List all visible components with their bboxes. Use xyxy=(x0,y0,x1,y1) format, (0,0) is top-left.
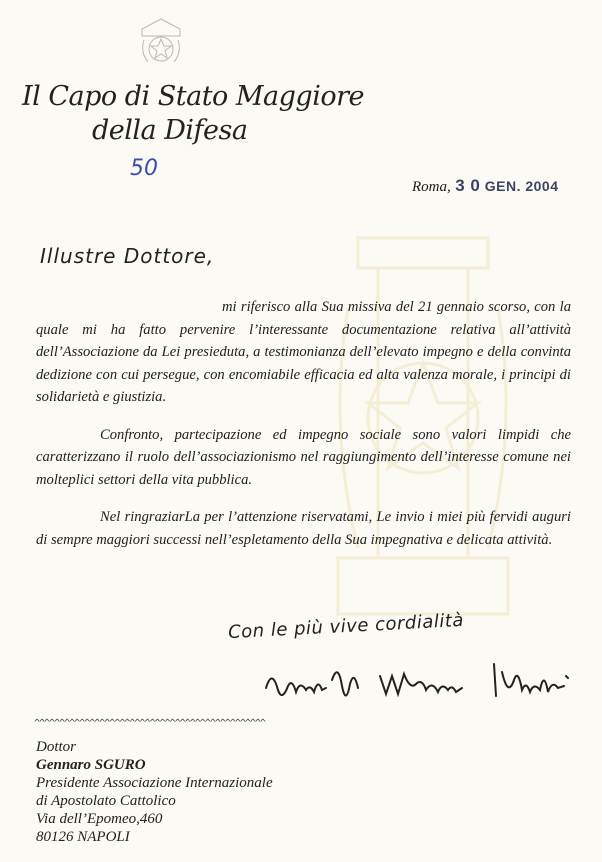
place-date xyxy=(412,176,559,196)
addressee-block xyxy=(36,738,273,846)
date-stamp-day: 3 0 xyxy=(455,176,481,195)
letterhead-subtitle: della Difesa xyxy=(92,115,248,146)
addressee-line: Via dell’Epomeo,460 xyxy=(36,811,163,827)
addressee-line: Presidente Associazione Internazionale xyxy=(36,775,273,791)
addressee-title: Dottor xyxy=(36,739,77,755)
salutation: Illustre Dottore, xyxy=(40,244,215,268)
date-stamp xyxy=(455,178,558,194)
addressee-name: Gennaro SGURO xyxy=(36,757,146,773)
reference-number: 50 xyxy=(130,156,158,181)
republic-emblem-icon xyxy=(138,16,184,66)
letterhead-title: Il Capo di Stato Maggiore xyxy=(22,81,364,112)
place: Roma, xyxy=(412,179,451,195)
addressee-line: di Apostolato Cattolico xyxy=(36,793,176,809)
handwritten-closing: Con le più vive cordialità xyxy=(227,609,465,644)
body-paragraph: Nel ringraziarLa per l’attenzione riservatami, Le invio i miei più fervidi auguri di sempre maggiori successi nell’espletamento della Sua impegnativa e delicata attività. xyxy=(36,509,571,548)
addressee-line: 80126 NAPOLI xyxy=(36,829,130,845)
body-paragraph: mi riferisco alla Sua missiva del 21 gennaio scorso, con la quale mi ha fatto pervenire l’interessante documentazione relativa all’attività dell’Associazione da Lei presieduta, a testimonianza dell’elevato impegno e della convinta dedizione con cui persegue, con encomiabile efficacia ed alta valenza morale, i principi di solidarietà e giustizia. xyxy=(36,299,571,405)
date-stamp-month-year: GEN. 2004 xyxy=(484,178,559,194)
body-paragraph: Confronto, partecipazione ed impegno sociale sono valori limpidi che caratterizzano il ruolo dell’associazionismo nel raggiungimento dell’interesse comune nei molteplici settori della vita pubblica. xyxy=(36,426,571,488)
handwritten-signature xyxy=(262,650,582,720)
letter-body xyxy=(36,296,571,551)
letterhead xyxy=(22,80,364,148)
divider: ^^^^^^^^^^^^^^^^^^^^^^^^^^^^^^^^^^^^^^^^^^^^^^ xyxy=(34,718,265,729)
